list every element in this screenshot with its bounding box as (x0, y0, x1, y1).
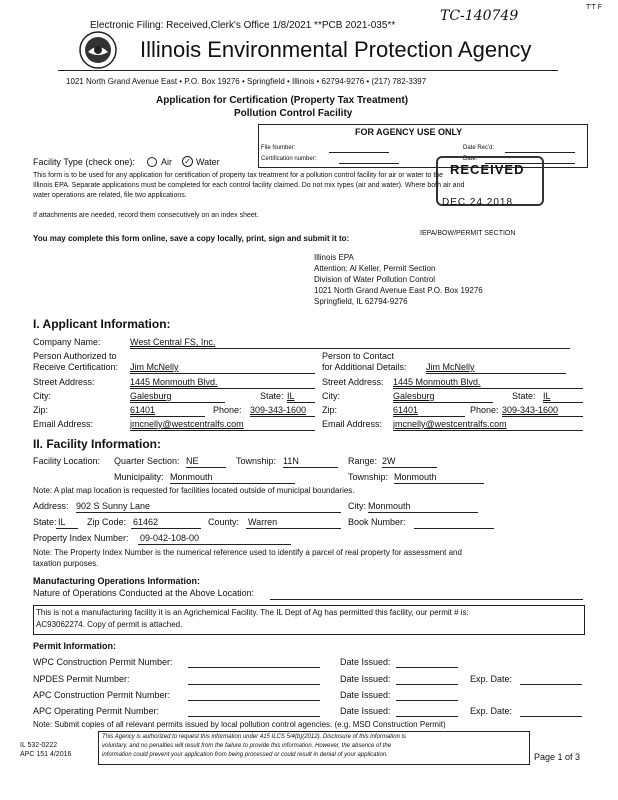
plat-map-note: Note: A plat map location is requested for facilities located outside of municipal boundaries. (33, 486, 355, 495)
range-value[interactable]: 2W (382, 456, 396, 466)
manufacturing-heading: Manufacturing Operations Information: (33, 576, 201, 586)
filing-stamp: Electronic Filing: Received,Clerk's Office 1/8/2021 **PCB 2021-035** (90, 20, 396, 31)
facility-location-label: Facility Location: (33, 456, 101, 466)
street-address-label: Street Address: (33, 377, 95, 387)
person-authorized-value[interactable]: Jim McNelly (130, 362, 179, 372)
state-label: State: (260, 391, 284, 401)
agency-seal-icon (78, 30, 118, 75)
state-2-label: State: (512, 391, 536, 401)
instructions-line2: Illinois EPA. Separate applications must be completed for each control facility claimed. Do not mix types (air and water). Where both air and (33, 182, 465, 189)
property-index-value[interactable]: 09-042-108-00 (140, 533, 200, 543)
agency-name: Illinois Environmental Protection Agency (140, 37, 532, 62)
form-title-line2: Pollution Control Facility (234, 108, 353, 119)
city-2-label: City: (322, 391, 340, 401)
city-2-value[interactable]: Galesburg (393, 391, 435, 401)
agency-date-label: Date: (463, 156, 478, 162)
disclaimer-line1: This Agency is authorized to request this information under 415 ILCS 5/4(b)(2012). Disclosure of this information is (102, 734, 406, 740)
npdes-date-issued-label: Date Issued: (340, 674, 391, 684)
facility-address-label: Address: (33, 501, 69, 511)
book-number-label: Book Number: (348, 517, 406, 527)
person-authorized-label-1: Person Authorized to (33, 351, 117, 361)
zip-label: Zip: (33, 405, 49, 415)
form-id-1: IL 532-0222 (20, 742, 58, 749)
facility-city-label: City: (348, 501, 366, 511)
permit-copies-note: Note: Submit copies of all relevant permits issued by local pollution control agencies. (e.g. MSD Construction Permit) (33, 720, 446, 729)
facility-city-value[interactable]: Monmouth (368, 501, 411, 511)
street-address-2-value[interactable]: 1445 Monmouth Blvd. (393, 377, 481, 387)
npdes-permit-label: NPDES Permit Number: (33, 674, 130, 684)
facility-address-value[interactable]: 902 S Sunny Lane (76, 501, 151, 511)
pin-note-line2: taxation purposes. (33, 559, 99, 568)
township-number-label: Township: (236, 456, 277, 466)
person-contact-label-1: Person to Contact (322, 351, 395, 361)
instructions-line3: water operations are related, file two applications. (33, 192, 187, 199)
npdes-exp-date-label: Exp. Date: (470, 674, 513, 684)
submit-address-line5: Springfield, IL 62794-9276 (314, 297, 408, 306)
facility-zip-value[interactable]: 61462 (133, 517, 159, 527)
form-id-2: APC 151 4/2016 (20, 751, 72, 758)
corner-mark: T'T F (586, 4, 602, 11)
email-2-label: Email Address: (322, 419, 383, 429)
submit-address-line4: 1021 North Grand Avenue East P.O. Box 19276 (314, 286, 483, 295)
wpc-permit-label: WPC Construction Permit Number: (33, 657, 173, 667)
apc-construction-permit-label: APC Construction Permit Number: (33, 690, 171, 700)
city-value[interactable]: Galesburg (130, 391, 172, 401)
facility-county-value[interactable]: Warren (248, 517, 278, 527)
person-contact-label-2: for Additional Details: (322, 362, 407, 372)
municipality-label: Municipality: (114, 472, 164, 482)
township-label: Township: (348, 472, 389, 482)
facility-zip-label: Zip Code: (87, 517, 127, 527)
apc-operating-exp-date-label: Exp. Date: (470, 706, 513, 716)
agency-use-heading: FOR AGENCY USE ONLY (355, 127, 463, 137)
email-label: Email Address: (33, 419, 94, 429)
nature-of-operations-field[interactable] (33, 605, 585, 635)
phone-value[interactable]: 309-343-1600 (250, 405, 307, 415)
person-authorized-label-2: Receive Certification: (33, 362, 119, 372)
disclaimer-line2: voluntary, and no penalties will result from the failure to provide this information. However, the absence of the (102, 743, 392, 749)
received-word: RECEIVED (450, 162, 525, 177)
phone-label: Phone: (213, 405, 242, 415)
zip-2-label: Zip: (322, 405, 338, 415)
email-value[interactable]: jmcnelly@westcentralfs.com (130, 419, 244, 429)
range-label: Range: (348, 456, 378, 466)
handwritten-number: TC-140749 (440, 8, 519, 24)
page-number: Page 1 of 3 (534, 752, 581, 762)
water-option-label: Water (196, 157, 220, 167)
disclaimer-line3: information could prevent your application from being processed or could result in denial of your application. (102, 752, 388, 758)
water-radio-checked-icon[interactable]: ✓ (182, 156, 193, 167)
submit-address-line2: Attention: Al Keller, Permit Section (314, 264, 436, 273)
facility-state-value[interactable]: IL (58, 517, 66, 527)
email-2-value[interactable]: jmcnelly@westcentralfs.com (393, 419, 507, 429)
facility-county-label: County: (208, 517, 240, 527)
submit-address-line1: Illinois EPA (314, 253, 354, 262)
apc-operating-permit-label: APC Operating Permit Number: (33, 706, 160, 716)
date-received-label: Date Rec'd: (463, 145, 495, 151)
apc-construction-date-issued-label: Date Issued: (340, 690, 391, 700)
phone-2-label: Phone: (470, 405, 499, 415)
company-name-value[interactable]: West Central FS, Inc. (130, 337, 216, 347)
street-address-2-label: Street Address: (322, 377, 384, 387)
instructions-line1: This form is to be used for any application for certification of property tax treatment for a pollution control facility for air or water to the (33, 172, 444, 179)
received-date: DEC 24 2018 (442, 197, 514, 208)
phone-2-value[interactable]: 309-343-1600 (502, 405, 559, 415)
township-number-value[interactable]: 11N (283, 456, 299, 466)
quarter-section-value[interactable]: NE (186, 456, 199, 466)
nature-of-operations-label: Nature of Operations Conducted at the Above Location: (33, 588, 255, 598)
facility-heading: II. Facility Information: (33, 437, 162, 451)
company-name-label: Company Name: (33, 337, 101, 347)
quarter-section-label: Quarter Section: (114, 456, 180, 466)
permit-heading: Permit Information: (33, 641, 117, 651)
certification-number-label: Certification number: (261, 156, 317, 162)
nature-line1: This is not a manufacturing facility it is an Agrichemical Facility. The IL Dept of Ag has permitted this facility, our permit # is: (36, 608, 469, 617)
disclaimer-box (98, 731, 530, 765)
submit-address-line3: Division of Water Pollution Control (314, 275, 436, 284)
municipality-value[interactable]: Monmouth (170, 472, 213, 482)
applicant-heading: I. Applicant Information: (33, 317, 171, 331)
facility-type-label: Facility Type (check one): (33, 157, 135, 167)
agency-address: 1021 North Grand Avenue East • P.O. Box 19276 • Springfield • Illinois • 62794-9276 • (217) 782-3397 (66, 77, 427, 86)
street-address-value[interactable]: 1445 Monmouth Blvd. (130, 377, 218, 387)
person-contact-value[interactable]: Jim McNelly (426, 362, 475, 372)
zip-2-value[interactable]: 61401 (393, 405, 419, 415)
facility-state-label: State: (33, 517, 57, 527)
state-2-value[interactable]: IL (543, 391, 551, 401)
pin-note-line1: Note: The Property Index Number is the numerical reference used to identify a parcel of real property for assessment and (33, 548, 462, 557)
property-index-label: Property Index Number: (33, 533, 129, 543)
received-section: IEPA/BOW/PERMIT SECTION (420, 230, 516, 237)
attachments-note: If attachments are needed, record them consecutively on an index sheet. (33, 212, 259, 219)
air-radio[interactable] (147, 157, 157, 167)
apc-operating-date-issued-label: Date Issued: (340, 706, 391, 716)
city-label: City: (33, 391, 51, 401)
state-value[interactable]: IL (287, 391, 295, 401)
file-number-label: File Number: (261, 145, 296, 151)
nature-line2: AC93062274. Copy of permit is attached. (36, 620, 183, 629)
zip-value[interactable]: 61401 (130, 405, 156, 415)
air-option-label: Air (161, 157, 172, 167)
form-title-line1: Application for Certification (Property Tax Treatment) (156, 95, 409, 106)
township-value[interactable]: Monmouth (394, 472, 437, 482)
wpc-date-issued-label: Date Issued: (340, 657, 391, 667)
submit-instruction: You may complete this form online, save a copy locally, print, sign and submit it to: (33, 234, 350, 243)
